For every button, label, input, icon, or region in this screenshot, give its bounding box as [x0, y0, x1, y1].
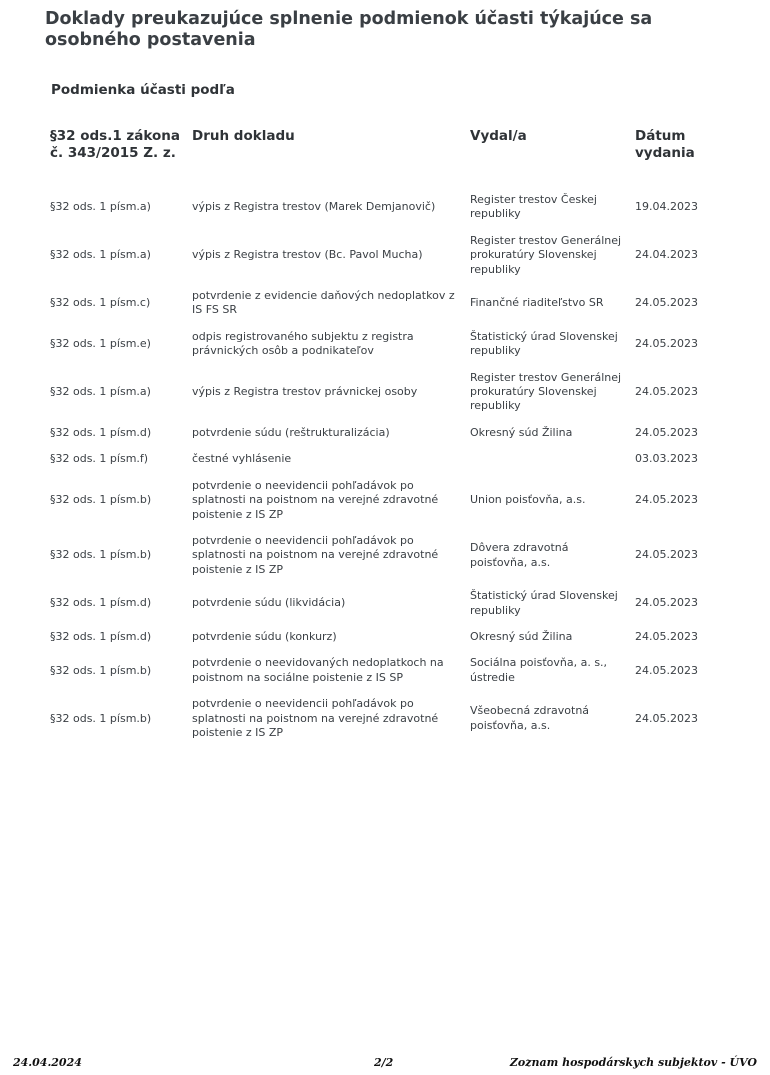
- cell-document-type: potvrdenie o neevidovaných nedoplatkoch na poistnom na sociálne poistenie z IS SP: [192, 656, 444, 684]
- table-row: [47, 625, 707, 651]
- table-row: [47, 692, 707, 747]
- cell-issuer: Okresný súd Žilina: [470, 425, 573, 439]
- cell-issue-date: 24.05.2023: [635, 711, 698, 725]
- cell-condition: §32 ods. 1 písm.b): [50, 663, 152, 677]
- cell-condition: §32 ods. 1 písm.a): [50, 248, 151, 262]
- cell-document-type: výpis z Registra trestov právnickej osoby: [192, 385, 418, 399]
- cell-document-type: potvrdenie súdu (reštrukturalizácia): [192, 425, 390, 439]
- documents-table: [47, 126, 707, 747]
- cell-condition: §32 ods. 1 písm.d): [50, 629, 152, 643]
- table-row: [47, 325, 707, 366]
- cell-issuer: Štatistický úrad Slovenskej republiky: [470, 589, 618, 617]
- table-row: [47, 529, 707, 584]
- cell-issuer: Dôvera zdravotná poisťovňa, a.s.: [470, 541, 569, 569]
- cell-document-type: potvrdenie o neevidencii pohľadávok po splatnosti na poistnom na verejné zdravotné poistenie z IS ZP: [192, 533, 439, 576]
- table-row: [47, 284, 707, 325]
- table-row: [47, 188, 707, 229]
- cell-document-type: výpis z Registra trestov (Bc. Pavol Mucha): [192, 248, 423, 262]
- header-condition: §32 ods.1 zákona č. 343/2015 Z. z.: [50, 128, 181, 161]
- cell-condition: §32 ods. 1 písm.c): [50, 296, 151, 310]
- cell-issue-date: 24.05.2023: [635, 596, 698, 610]
- cell-issue-date: 24.05.2023: [635, 629, 698, 643]
- page-title: Doklady preukazujúce splnenie podmienok účasti týkajúce sa osobného postavenia: [45, 9, 653, 50]
- cell-condition: §32 ods. 1 písm.a): [50, 200, 151, 214]
- cell-condition: §32 ods. 1 písm.b): [50, 548, 152, 562]
- table-header-row: [47, 126, 707, 188]
- cell-issuer: Register trestov Generálnej prokuratúry Slovenskej republiky: [470, 370, 622, 413]
- footer-page-number: 2/2: [374, 1056, 394, 1069]
- section-subtitle: Podmienka účasti podľa: [51, 82, 235, 98]
- cell-document-type: potvrdenie o neevidencii pohľadávok po splatnosti na poistnom na verejné zdravotné poistenie z IS ZP: [192, 478, 439, 521]
- table-row: [47, 447, 707, 473]
- header-issue-date: Dátum vydania: [635, 128, 695, 161]
- cell-issue-date: 24.05.2023: [635, 425, 698, 439]
- cell-issue-date: 24.05.2023: [635, 337, 698, 351]
- footer-date: 24.04.2024: [13, 1056, 82, 1069]
- table-row: [47, 366, 707, 421]
- footer-source: Zoznam hospodárskych subjektov - ÚVO: [509, 1056, 757, 1069]
- cell-condition: §32 ods. 1 písm.d): [50, 596, 152, 610]
- cell-issuer: Sociálna poisťovňa, a. s., ústredie: [470, 656, 608, 684]
- cell-issuer: Okresný súd Žilina: [470, 629, 573, 643]
- cell-condition: §32 ods. 1 písm.b): [50, 711, 152, 725]
- cell-document-type: výpis z Registra trestov (Marek Demjanovič): [192, 200, 436, 214]
- cell-condition: §32 ods. 1 písm.d): [50, 425, 152, 439]
- cell-issue-date: 19.04.2023: [635, 200, 698, 214]
- cell-issuer: Union poisťovňa, a.s.: [470, 493, 586, 507]
- table-row: [47, 474, 707, 529]
- cell-issue-date: 24.04.2023: [635, 248, 698, 262]
- cell-issue-date: 24.05.2023: [635, 385, 698, 399]
- table-row: [47, 421, 707, 447]
- cell-issuer: Register trestov Generálnej prokuratúry Slovenskej republiky: [470, 233, 622, 276]
- cell-condition: §32 ods. 1 písm.a): [50, 385, 151, 399]
- table-row: [47, 651, 707, 692]
- cell-document-type: potvrdenie z evidencie daňových nedoplatkov z IS FS SR: [192, 289, 455, 317]
- cell-document-type: potvrdenie súdu (konkurz): [192, 629, 337, 643]
- cell-issuer: [467, 447, 632, 473]
- cell-document-type: potvrdenie o neevidencii pohľadávok po splatnosti na poistnom na verejné zdravotné poistenie z IS ZP: [192, 697, 439, 739]
- table-row: [47, 229, 707, 284]
- cell-document-type: odpis registrovaného subjektu z registra právnických osôb a podnikateľov: [192, 329, 414, 358]
- cell-issuer: Finančné riaditeľstvo SR: [470, 296, 604, 310]
- cell-issuer: Register trestov Českej republiky: [470, 193, 597, 221]
- header-issuer: Vydal/a: [470, 128, 527, 144]
- cell-issuer: Štatistický úrad Slovenskej republiky: [470, 329, 618, 358]
- cell-issue-date: 03.03.2023: [635, 452, 698, 466]
- header-document-type: Druh dokladu: [192, 128, 295, 144]
- cell-document-type: čestné vyhlásenie: [192, 452, 292, 466]
- cell-issue-date: 24.05.2023: [635, 493, 698, 507]
- cell-condition: §32 ods. 1 písm.e): [50, 337, 151, 351]
- cell-condition: §32 ods. 1 písm.b): [50, 493, 152, 507]
- cell-issue-date: 24.05.2023: [635, 548, 698, 562]
- cell-issuer: Všeobecná zdravotná poisťovňa, a.s.: [470, 704, 590, 732]
- table-row: [47, 584, 707, 625]
- cell-issue-date: 24.05.2023: [635, 663, 698, 677]
- cell-condition: §32 ods. 1 písm.f): [50, 452, 149, 466]
- cell-document-type: potvrdenie súdu (likvidácia): [192, 596, 346, 610]
- cell-issue-date: 24.05.2023: [635, 296, 698, 310]
